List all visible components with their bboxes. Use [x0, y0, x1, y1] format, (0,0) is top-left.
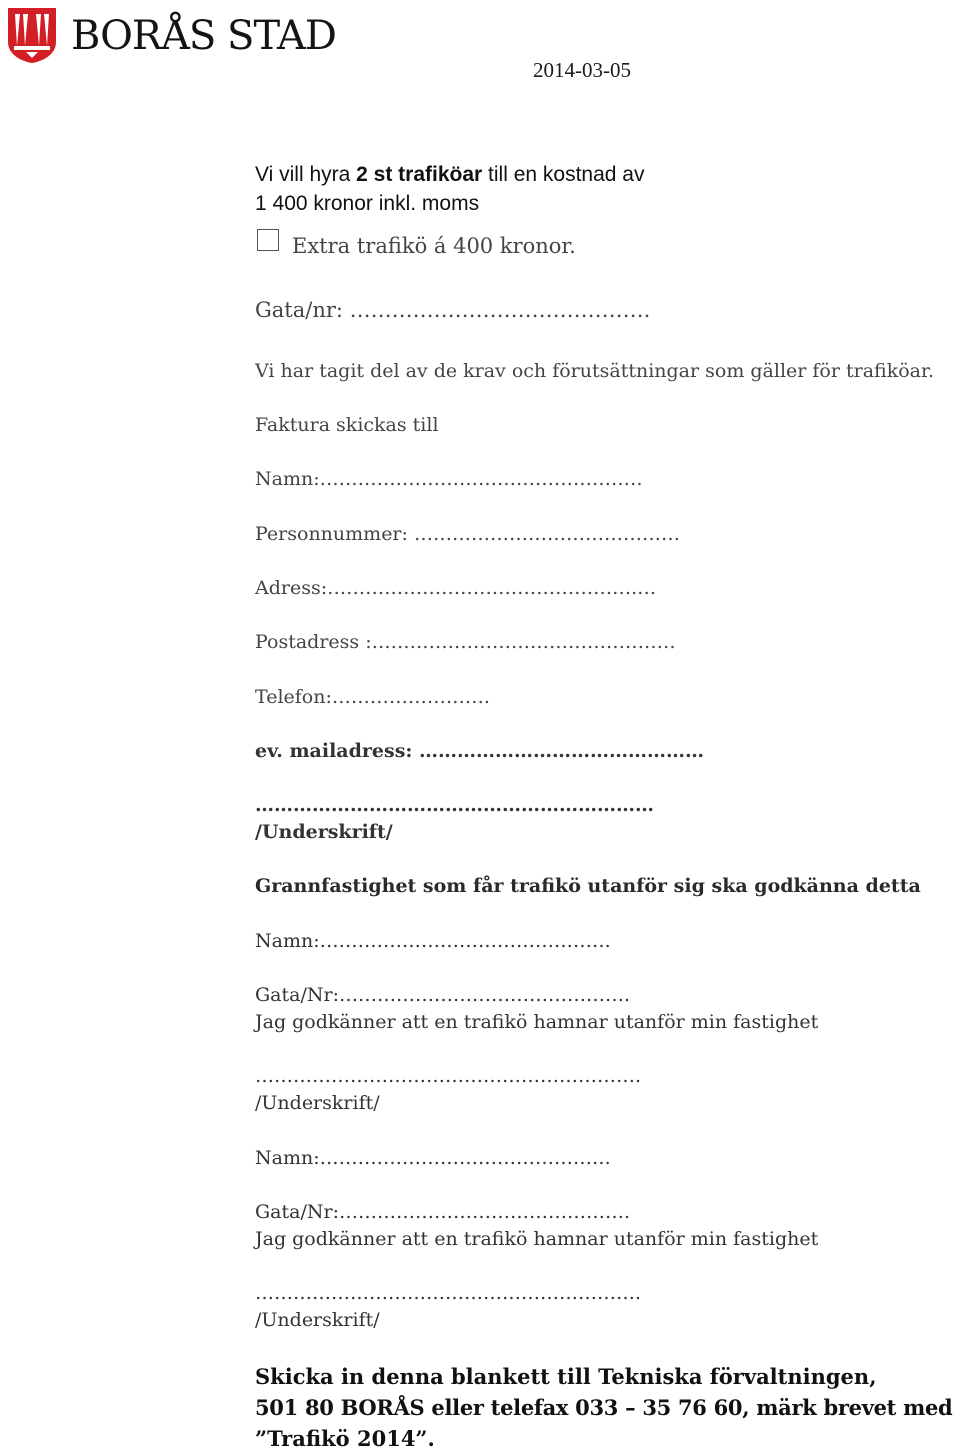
- applicant-signature-label: /Underskrift/: [255, 821, 393, 843]
- neighbour-2-name-field[interactable]: Namn:……………………………………….: [255, 1147, 611, 1169]
- confirmation-text: Vi har tagit del av de krav och förutsättningar som gäller för trafiköar.: [255, 360, 935, 382]
- boras-stad-logo: [6, 6, 336, 66]
- intro-line-1-bold: 2 st trafiköar: [356, 163, 483, 186]
- postal-address-field[interactable]: Postadress :…………………………………………: [255, 631, 676, 653]
- intro-line-1-post: till en kostnad av: [482, 163, 645, 186]
- name-field[interactable]: Namn:……………………………………………: [255, 468, 643, 490]
- intro-line-1-pre: Vi vill hyra: [255, 163, 357, 186]
- extra-island-label: Extra trafikö á 400 kronor.: [292, 234, 576, 258]
- neighbour-heading: Grannfastighet som får trafikö utanför sig ska godkänna detta: [255, 875, 921, 897]
- neighbour-2-signature-label: /Underskrift/: [255, 1309, 380, 1331]
- footer-line-1: Skicka in denna blankett till Tekniska förvaltningen,: [255, 1364, 877, 1389]
- applicant-signature-line[interactable]: ………………………………………………………: [255, 794, 654, 816]
- boras-coat-of-arms-icon: [6, 6, 58, 64]
- address-field[interactable]: Adress:………………………………………….…: [255, 577, 657, 599]
- footer-line-3: ”Trafikö 2014”.: [255, 1426, 435, 1451]
- neighbour-1-signature-line[interactable]: …………………………………………………….: [255, 1065, 642, 1087]
- document-date: 2014-03-05: [533, 58, 631, 82]
- neighbour-2-street-field[interactable]: Gata/Nr:……………………………………….: [255, 1201, 631, 1223]
- extra-island-checkbox[interactable]: [257, 229, 279, 251]
- invoice-heading: Faktura skickas till: [255, 414, 439, 436]
- neighbour-1-street-field[interactable]: Gata/Nr:……………………………………….: [255, 984, 631, 1006]
- neighbour-1-consent: Jag godkänner att en trafikö hamnar utanför min fastighet: [255, 1011, 819, 1033]
- neighbour-1-name-field[interactable]: Namn:……………………………………….: [255, 930, 611, 952]
- personal-number-field[interactable]: Personnummer: ……………………………………: [255, 523, 680, 545]
- footer-line-2: 501 80 BORÅS eller telefax 033 – 35 76 60, märk brevet med: [255, 1395, 953, 1420]
- phone-field[interactable]: Telefon:…………………….: [255, 686, 490, 708]
- email-field[interactable]: ev. mailadress: ………………………………………: [255, 740, 705, 762]
- intro-line-1: [255, 164, 644, 185]
- logo-text: BORÅS STAD: [71, 13, 336, 59]
- neighbour-2-consent: Jag godkänner att en trafikö hamnar utanför min fastighet: [255, 1228, 819, 1250]
- intro-line-2: 1 400 kronor inkl. moms: [255, 192, 480, 215]
- neighbour-1-signature-label: /Underskrift/: [255, 1092, 380, 1114]
- street-field[interactable]: Gata/nr: …………………………………….: [255, 298, 651, 322]
- neighbour-2-signature-line[interactable]: …………………………………………………….: [255, 1282, 642, 1304]
